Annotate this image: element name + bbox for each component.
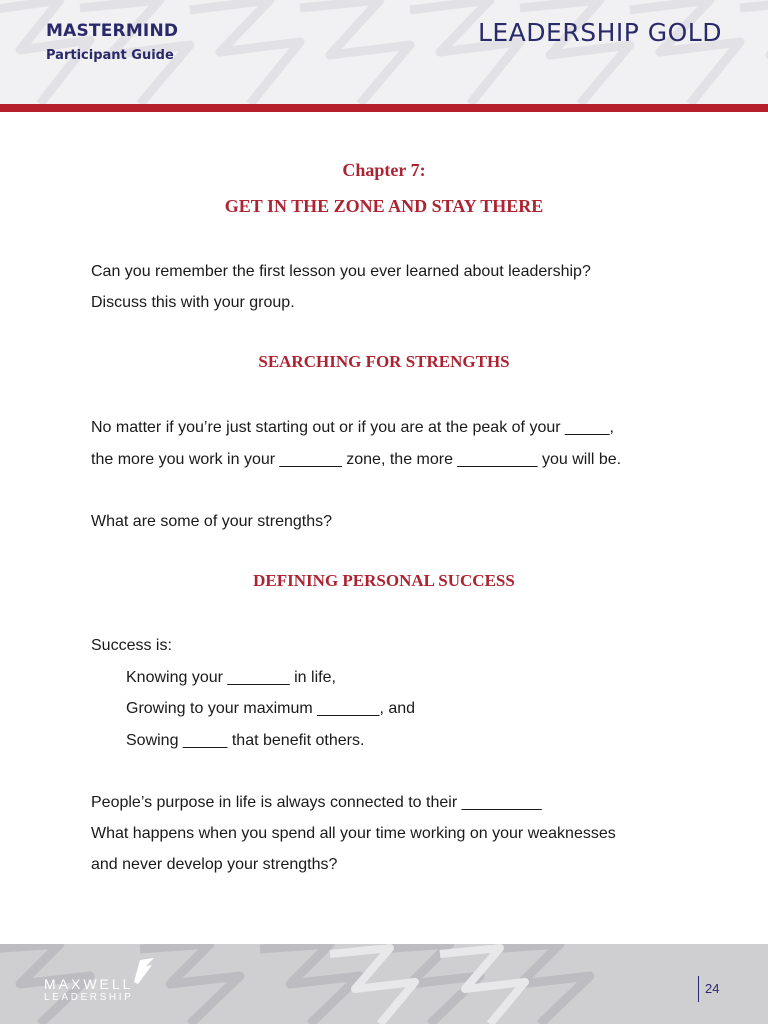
weakness-question-line-2: and never develop your strengths? xyxy=(91,856,338,873)
page-header xyxy=(0,0,768,104)
intro-line-2: Discuss this with your group. xyxy=(91,294,295,311)
logo-arrow-icon xyxy=(132,956,156,986)
logo-tag: LEADERSHIP xyxy=(44,992,134,1003)
page-number: 24 xyxy=(698,976,738,1002)
series-title: LEADERSHIP GOLD xyxy=(477,18,722,47)
weakness-question-line-1: What happens when you spend all your time working on your weaknesses xyxy=(91,825,616,842)
strengths-question: What are some of your strengths? xyxy=(91,513,332,530)
strengths-line-2: the more you work in your _______ zone, the more _________ you will be. xyxy=(91,451,622,468)
section-heading-strengths: SEARCHING FOR STRENGTHS xyxy=(258,352,510,371)
success-item: Growing to your maximum _______, and xyxy=(126,700,416,717)
success-intro: Success is: xyxy=(91,637,172,654)
purpose-line: People’s purpose in life is always connected to their _________ xyxy=(91,794,542,811)
strengths-line-1: No matter if you’re just starting out or if you are at the peak of your _____, xyxy=(91,419,614,436)
maxwell-leadership-logo xyxy=(44,976,133,1004)
logo-name: MAXWELL xyxy=(44,976,134,992)
brand-subtitle: Participant Guide xyxy=(46,48,174,63)
intro-line-1: Can you remember the first lesson you ever learned about leadership? xyxy=(91,263,591,280)
success-item: Sowing _____ that benefit others. xyxy=(126,732,365,749)
success-item: Knowing your _______ in life, xyxy=(126,669,336,686)
section-heading-success: DEFINING PERSONAL SUCCESS xyxy=(253,571,515,590)
brand-title: MASTERMIND xyxy=(46,21,179,41)
chapter-title: GET IN THE ZONE AND STAY THERE xyxy=(224,196,544,216)
page-footer xyxy=(0,944,768,1024)
header-red-rule xyxy=(0,104,768,112)
chapter-label: Chapter 7: xyxy=(342,160,426,180)
